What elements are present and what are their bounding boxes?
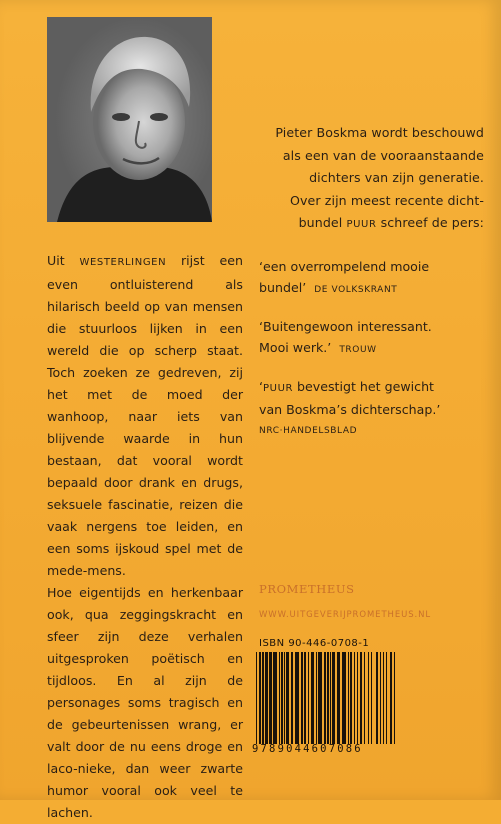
quote-text: bevestigt het gewicht — [293, 379, 434, 394]
press-quotes — [259, 257, 484, 459]
quote-text: Mooi werk.’ — [259, 339, 332, 355]
bio-line-part: bundel — [298, 215, 343, 230]
barcode-bar — [371, 652, 372, 744]
barcode-bar — [327, 652, 329, 744]
quote-source: TROUW — [339, 344, 377, 355]
barcode-bar — [291, 652, 293, 744]
barcode-bar — [357, 652, 358, 744]
press-quote — [259, 377, 484, 442]
blurb-text: Uit — [47, 253, 65, 268]
barcode-image — [254, 652, 474, 744]
bio-line: dichters van zijn generatie. — [309, 170, 484, 185]
barcode-bar — [301, 652, 303, 744]
press-quote — [259, 317, 484, 360]
barcode-block — [252, 638, 478, 762]
barcode-bar — [279, 652, 280, 744]
barcode-bar — [324, 652, 326, 744]
barcode-bar — [330, 652, 331, 744]
barcode-bar — [350, 652, 352, 744]
bio-line: Pieter Boskma wordt beschouwd — [275, 125, 484, 140]
quote-source: NRC·HANDELSBLAD — [259, 426, 358, 436]
barcode-bar — [360, 652, 362, 744]
ean-number: 9789044607086 — [252, 743, 363, 755]
quote-text: ‘Buitengewoon interessant. — [259, 319, 432, 334]
quote-text: van Boskma’s dichterschap.’ — [259, 401, 441, 417]
barcode-bar — [284, 652, 285, 744]
blurb-text: rijst een even ontluisterend als hilarisch beeld op van mensen die stuurloos lijken in een wereld die op scherp staat. Toch zoeken ze gedreven, zij het met de moed der wanhoop, naar iets van blijvende waarde in hun bestaan, dat vooral wordt bepaald door drank en drugs, seksuele fascinatie, reizen die vaak nergens toe leiden, en een soms ijskoud spel met de mede-mens. — [47, 253, 243, 578]
barcode-bar — [394, 652, 395, 744]
quote-text: ‘een overrompelend mooie — [259, 259, 430, 274]
publisher-logo: PROMETHEUS — [259, 582, 355, 596]
bio-line: als een van de vooraanstaande — [282, 147, 484, 163]
barcode-bar — [348, 652, 349, 744]
barcode-bar — [273, 652, 277, 744]
barcode-bar — [269, 652, 272, 744]
quote-text: bundel’ — [259, 279, 307, 295]
barcode-bar — [281, 652, 283, 744]
bundle-title: PUUR — [263, 383, 294, 394]
barcode-bar — [354, 652, 355, 744]
barcode-bar — [256, 652, 257, 744]
author-photo — [47, 17, 212, 222]
barcode-bar — [342, 652, 346, 744]
barcode-bar — [364, 652, 365, 744]
barcode-bar — [376, 652, 378, 744]
barcode-bar — [390, 652, 392, 744]
barcode-bar — [286, 652, 289, 744]
barcode-bar — [304, 652, 306, 744]
quote-text: ‘ — [259, 379, 264, 394]
bio-line-part: schreef de pers: — [380, 215, 484, 230]
author-bio — [259, 122, 484, 237]
barcode-bar — [259, 652, 261, 744]
blurb-paragraph: Hoe eigentijds en herkenbaar ook, qua zeggingskracht en sfeer zijn deze verhalen uitgesproken poëtisch en tijdloos. En al zijn de personages soms tragisch en de gebeurtenissen wrang, er valt door de nu eens droge en laco-nieke, dan weer zwarte humor vooral ook veel te lachen. — [47, 585, 243, 820]
bio-line: Over zijn meest recente dicht- — [289, 192, 484, 208]
author-portrait-image — [47, 17, 212, 222]
barcode-bar — [262, 652, 264, 744]
barcode-bar — [368, 652, 369, 744]
barcode-bar — [308, 652, 309, 744]
quote-source: DE VOLKSKRANT — [314, 284, 398, 295]
isbn-number: ISBN 90-446-0708-1 — [259, 638, 370, 649]
barcode-bar — [316, 652, 317, 744]
publisher-url[interactable]: WWW.UITGEVERIJPROMETHEUS.NL — [259, 610, 432, 620]
barcode-bar — [295, 652, 299, 744]
bio-line — [259, 212, 484, 237]
press-quote — [259, 257, 484, 300]
barcode-bar — [386, 652, 387, 744]
barcode-bar — [311, 652, 314, 744]
barcode-bar — [380, 652, 381, 744]
book-title: WESTERLINGEN — [79, 257, 167, 268]
blurb-paragraph — [47, 250, 243, 582]
book-blurb — [47, 250, 243, 824]
barcode-bar — [318, 652, 322, 744]
barcode-bar — [332, 652, 335, 744]
barcode-bar — [337, 652, 340, 744]
bundle-title: PUUR — [346, 219, 377, 230]
barcode-bar — [265, 652, 268, 744]
barcode-bar — [383, 652, 384, 744]
